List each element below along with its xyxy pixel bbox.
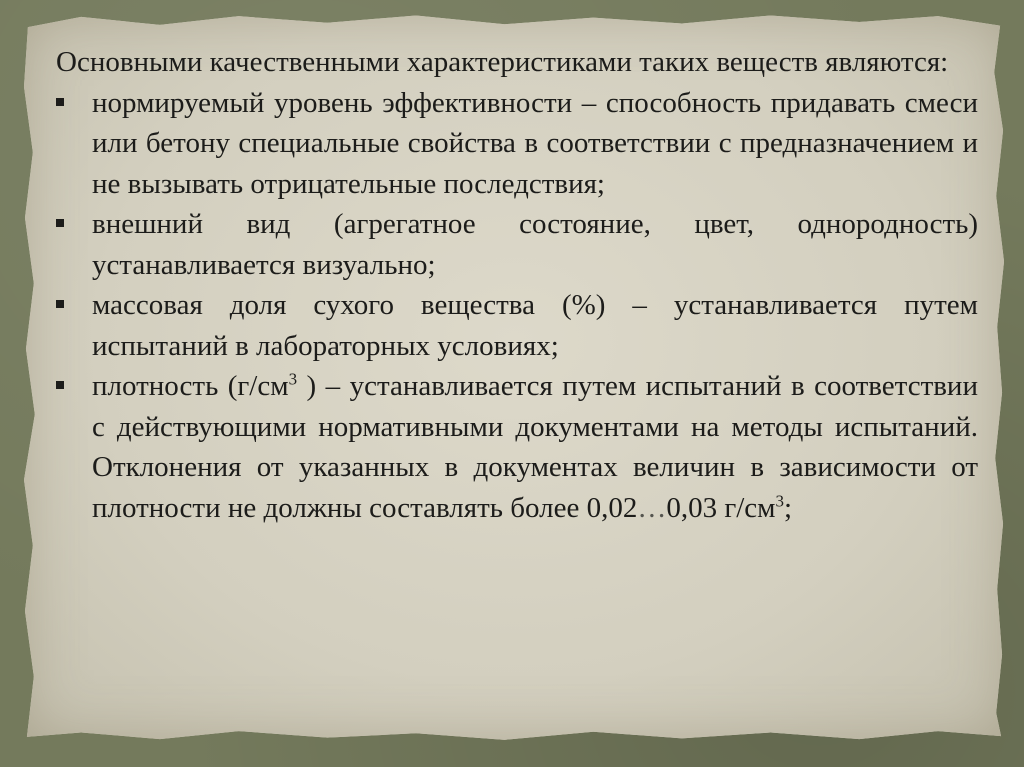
list-item xyxy=(56,204,978,285)
list-item xyxy=(56,83,978,205)
list-item xyxy=(56,366,978,528)
list-item xyxy=(56,285,978,366)
intro-paragraph: Основными качественными характеристиками таких веществ являются: xyxy=(56,46,949,78)
density-text-part: ) – устанавливается путем испытаний в соответствии с действующими нормативными документами на методы испытаний. Отклонения от указанных в документах величин в зависимости от плотности не должны составлять более 0,02 xyxy=(92,370,978,524)
density-text-part: ; xyxy=(784,491,793,524)
bullet-text-density xyxy=(92,370,978,524)
document-body xyxy=(56,42,978,528)
bullet-text: нормируемый уровень эффективности – способность придавать смеси или бетону специальные свойства в соответствии с предназначением и не вызывать отрицательные последствия; xyxy=(92,86,978,200)
superscript-exponent: 3 xyxy=(288,369,298,389)
density-text-part: плотность (г/см xyxy=(92,370,289,402)
square-bullet-icon xyxy=(56,300,64,308)
bullet-text: массовая доля сухого вещества (%) – устанавливается путем испытаний в лабораторных условиях; xyxy=(92,289,978,362)
density-text-part: 0,03 г/см xyxy=(666,491,776,524)
square-bullet-icon xyxy=(56,381,64,389)
bullet-list xyxy=(56,83,978,529)
square-bullet-icon xyxy=(56,98,64,106)
square-bullet-icon xyxy=(56,219,64,227)
ellipsis: … xyxy=(637,491,667,524)
bullet-text: внешний вид (агрегатное состояние, цвет, однородность) устанавливается визуально; xyxy=(92,208,978,281)
superscript-exponent: 3 xyxy=(775,490,785,510)
